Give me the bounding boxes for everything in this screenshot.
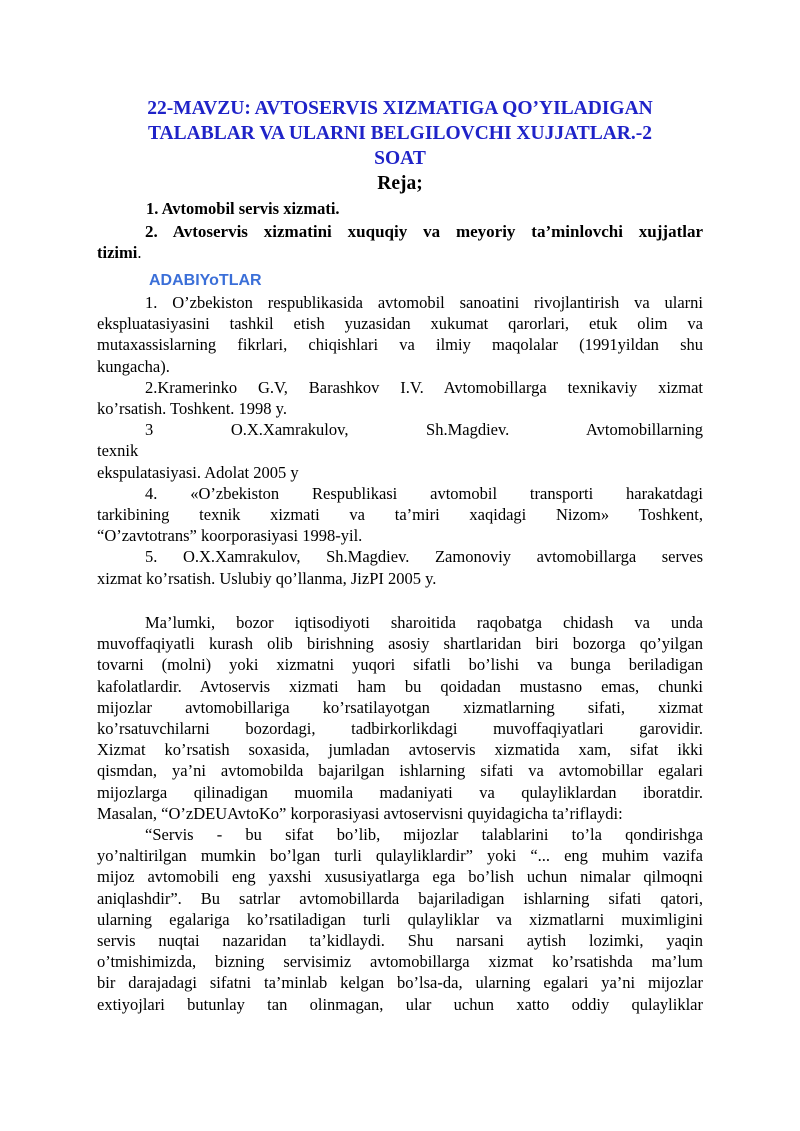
plan-item-1-text: 1. Avtomobil servis xizmati. (146, 199, 340, 218)
plan-heading: Reja; (377, 173, 423, 194)
body-line: servis nuqtai nazaridan ta’kidlaydi. Shu narsani aytish lozimki, yaqin (97, 931, 703, 951)
body-line: aniqlashdir”. Bu satrlar avtomobillarda bajariladigan ishlarning sifati qatori, (97, 888, 703, 908)
body-line: qismdan, ya’ni avtomobilda bajarilgan ishlarning sifati va avtomobillar egalari (97, 761, 703, 781)
body-paragraph-1 (97, 612, 703, 824)
reference-item (97, 419, 703, 483)
body-line: o’tmishimizda, bizning servisimiz avtomobillarga xizmat ko’rsatishda ma’lum (97, 952, 703, 972)
body-line: bir darajadagi sifatni ta’minlab kelgan bo’lsa-da, ularning egalari ya’ni mijozlar (97, 973, 703, 993)
reference-line: ekspluatasiyasini tashkil etish yuzasidan xukumat qarorlari, etuk olim va (97, 314, 703, 334)
reference-item (97, 483, 703, 547)
reference-list (97, 292, 703, 589)
page-title (96, 96, 704, 171)
body-line: Masalan, “O’zDEUAvtoKo” korporasiyasi avtoservisni quyidagicha ta’riflaydi: (97, 803, 623, 823)
body-line: extiyojlari butunlay tan olinmagan, ular uchun xatto oddiy qulayliklar (97, 994, 703, 1014)
title-line: TALABLAR VA ULARNI BELGILOVCHI XUJJATLAR.-2 (147, 123, 653, 144)
body-line: muvoffaqiyatli kurash olib birishning asosiy shartlaridan biri bozorga qo’yilgan (97, 634, 703, 654)
body-line: kafolatlardir. Avtoservis xizmati ham bu qoidadan mustasno emas, chunki (97, 676, 703, 696)
body-line: Xizmat ko’rsatish soxasida, jumladan avtoservis xizmatida xam, sifat ikki (97, 740, 703, 760)
reference-line: 4. «O’zbekiston Respublikasi avtomobil transporti harakatdagi (145, 483, 703, 503)
reference-item (97, 292, 703, 377)
body-line: mijozlarga qilinadigan muomila madaniyati va qulayliklardan iboratdir. (97, 782, 703, 802)
reference-item (97, 546, 703, 588)
references-heading: ADABIYoTLAR (149, 272, 262, 289)
reference-item (97, 377, 703, 419)
reference-line: 3 O.X.Xamrakulov, Sh.Magdiev. Avtomobillarning texnik (97, 420, 703, 461)
title-line: 22-MAVZU: AVTOSERVIS XIZMATIGA QO’YILADIGAN (147, 98, 653, 119)
reference-line: xizmat ko’rsatish. Uslubiy qo’llanma, JizPI 2005 y. (97, 568, 437, 588)
plan-item-1 (97, 198, 703, 219)
body-line: tovarni (molni) yoki xizmatni yuqori sifatli bo’lishi va bunga beriladigan (97, 655, 703, 675)
reference-line: 5. O.X.Xamrakulov, Sh.Magdiev. Zamonoviy avtomobillarga serves (145, 547, 703, 567)
reference-line: kungacha). (97, 356, 170, 376)
plan-item-2-period: . (137, 243, 142, 263)
plan-item-2 (97, 221, 703, 263)
plan-item-2-line: tizimi (97, 243, 138, 263)
body-line: ularning egalariga ko’rsatiladigan turli qulayliklar va xizmatlarni muximligini (97, 909, 703, 929)
reference-line: 2.Kramerinko G.V, Barashkov I.V. Avtomobillarga texnikaviy xizmat (145, 377, 703, 397)
title-line: SOAT (374, 148, 426, 169)
body-line: mijozlar avtomobillariga ko’rsatilayotgan xizmatlarning sifati, xizmat (97, 697, 703, 717)
body-line: Ma’lumki, bozor iqtisodiyoti sharoitida raqobatga chidash va unda (145, 613, 703, 632)
body-line: “Servis - bu sifat bo’lib, mijozlar talablarini to’la qondirishga (145, 825, 703, 844)
reference-line: tarkibining texnik xizmati va ta’miri xaqidagi Nizom» Toshkent, (97, 505, 703, 525)
reference-line: 1. O’zbekiston respublikasida avtomobil sanoatini rivojlantirish va ularni (145, 293, 703, 312)
reference-line: mutaxassislarning fikrlari, chiqishlari va ilmiy maqolalar (1991yildan shu (97, 335, 703, 355)
reference-line: “O’zavtotrans” koorporasiyasi 1998-yil. (97, 526, 363, 546)
body-line: mijoz avtomobili eng yaxshi xususiyatlarga ega bo’lish uchun nimalar qilmoqni (97, 867, 703, 887)
reference-line: ko’rsatish. Toshkent. 1998 y. (97, 399, 287, 419)
reference-line: ekspulatasiyasi. Adolat 2005 y (97, 462, 299, 482)
body-paragraph-2 (97, 824, 703, 1015)
body-line: yo’naltirilgan mumkin bo’lgan turli qulayliklardir” yoki “... eng muhim vazifa (97, 846, 703, 866)
body-line: ko’rsatuvchilarni bozordagi, tadbirkorlikdagi muvoffaqiyatlari garovidir. (97, 719, 703, 739)
plan-item-2-line: 2. Avtoservis xizmatini xuquqiy va meyoriy ta’minlovchi xujjatlar (145, 222, 703, 241)
